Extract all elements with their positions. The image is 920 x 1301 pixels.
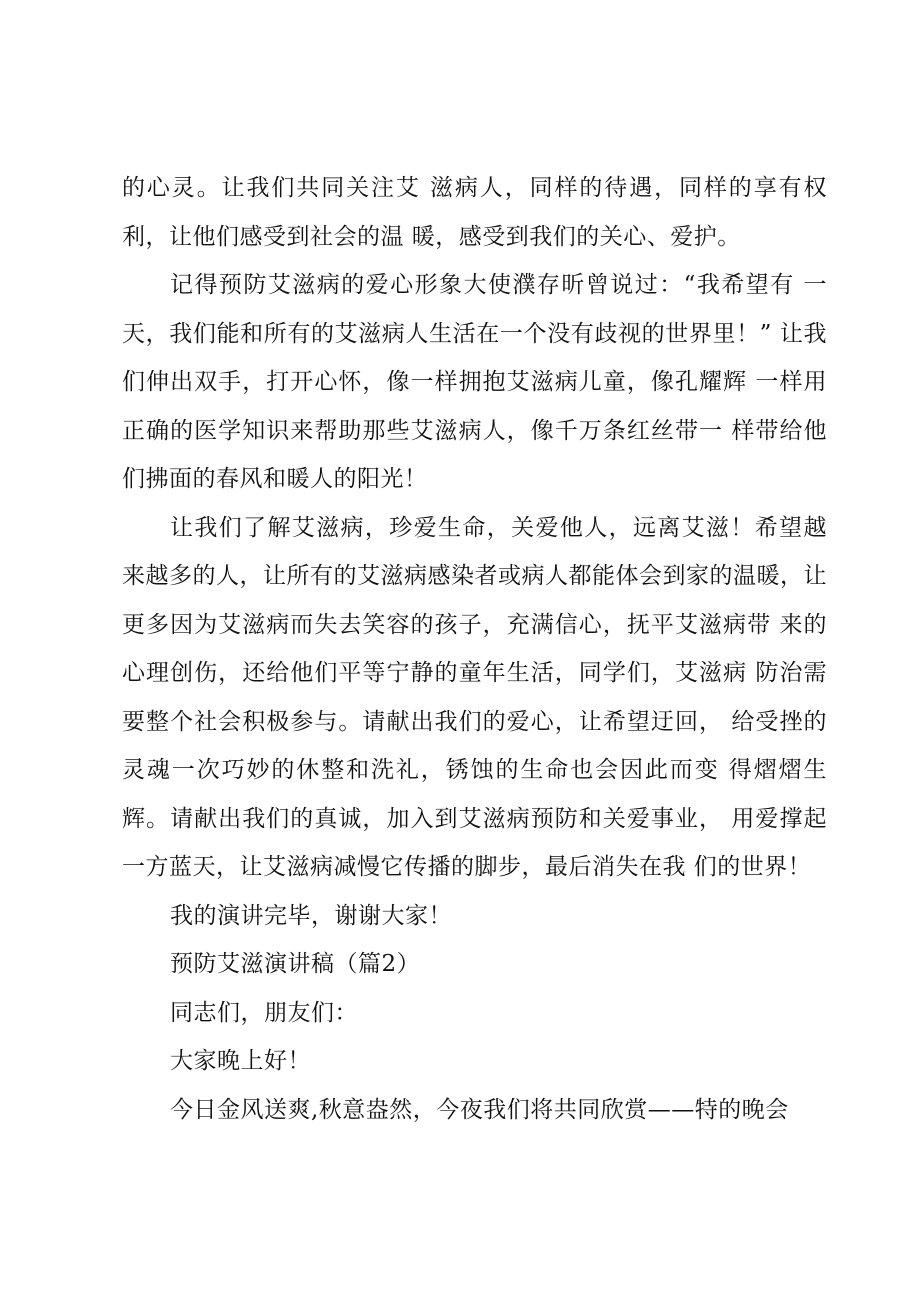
paragraph-continuation: 的心灵。让我们共同关注艾 滋病人，同样的待遇，同样的享有权利，让他们感受到社会的温 暖，感受到我们的关心、爱护。 [122, 175, 827, 250]
section-heading: 预防艾滋演讲稿（篇2） [170, 951, 421, 977]
document-body [122, 164, 827, 1134]
salutation: 同志们，朋友们： [170, 999, 358, 1026]
greeting: 大家晚上好！ [170, 1048, 311, 1074]
paragraph-closing: 我的演讲完毕，谢谢大家！ [170, 902, 452, 929]
paragraph-appeal: 让我们了解艾滋病，珍爱生命，关爱他人，远离艾滋！希望越 来越多的人，让所有的艾滋病感染者或病人都能体会到家的温暖，让更多因为艾滋病而失去笑容的孩子，充满信心，抚平艾滋病带 来的心理创伤，还给他们平等宁静的童年生活，同学们，艾滋病 防治需要整个社会积极参与。请献出我们的爱心，让希望迂回， 给受挫的灵魂一次巧妙的休整和洗礼，锈蚀的生命也会因此而变 得熠熠生辉。请献出我们的真诚，加入到艾滋病预防和关爱事业， 用爱撑起一方蓝天，让艾滋病减慢它传播的脚步，最后消失在我 们的世界！ [122, 514, 827, 880]
paragraph-opening: 今日金风送爽,秋意盎然，今夜我们将共同欣赏——特的晚会 [170, 1096, 789, 1123]
paragraph-quote: 记得预防艾滋病的爱心形象大使濮存昕曾说过：“我希望有 一天，我们能和所有的艾滋病人生活在一个没有歧视的世界里！” 让我们伸出双手，打开心怀，像一样拥抱艾滋病儿童，像孔耀辉 一样用正确的医学知识来帮助那些艾滋病人，像千万条红丝带一 样带给他们拂面的春风和暖人的阳光！ [122, 272, 827, 492]
